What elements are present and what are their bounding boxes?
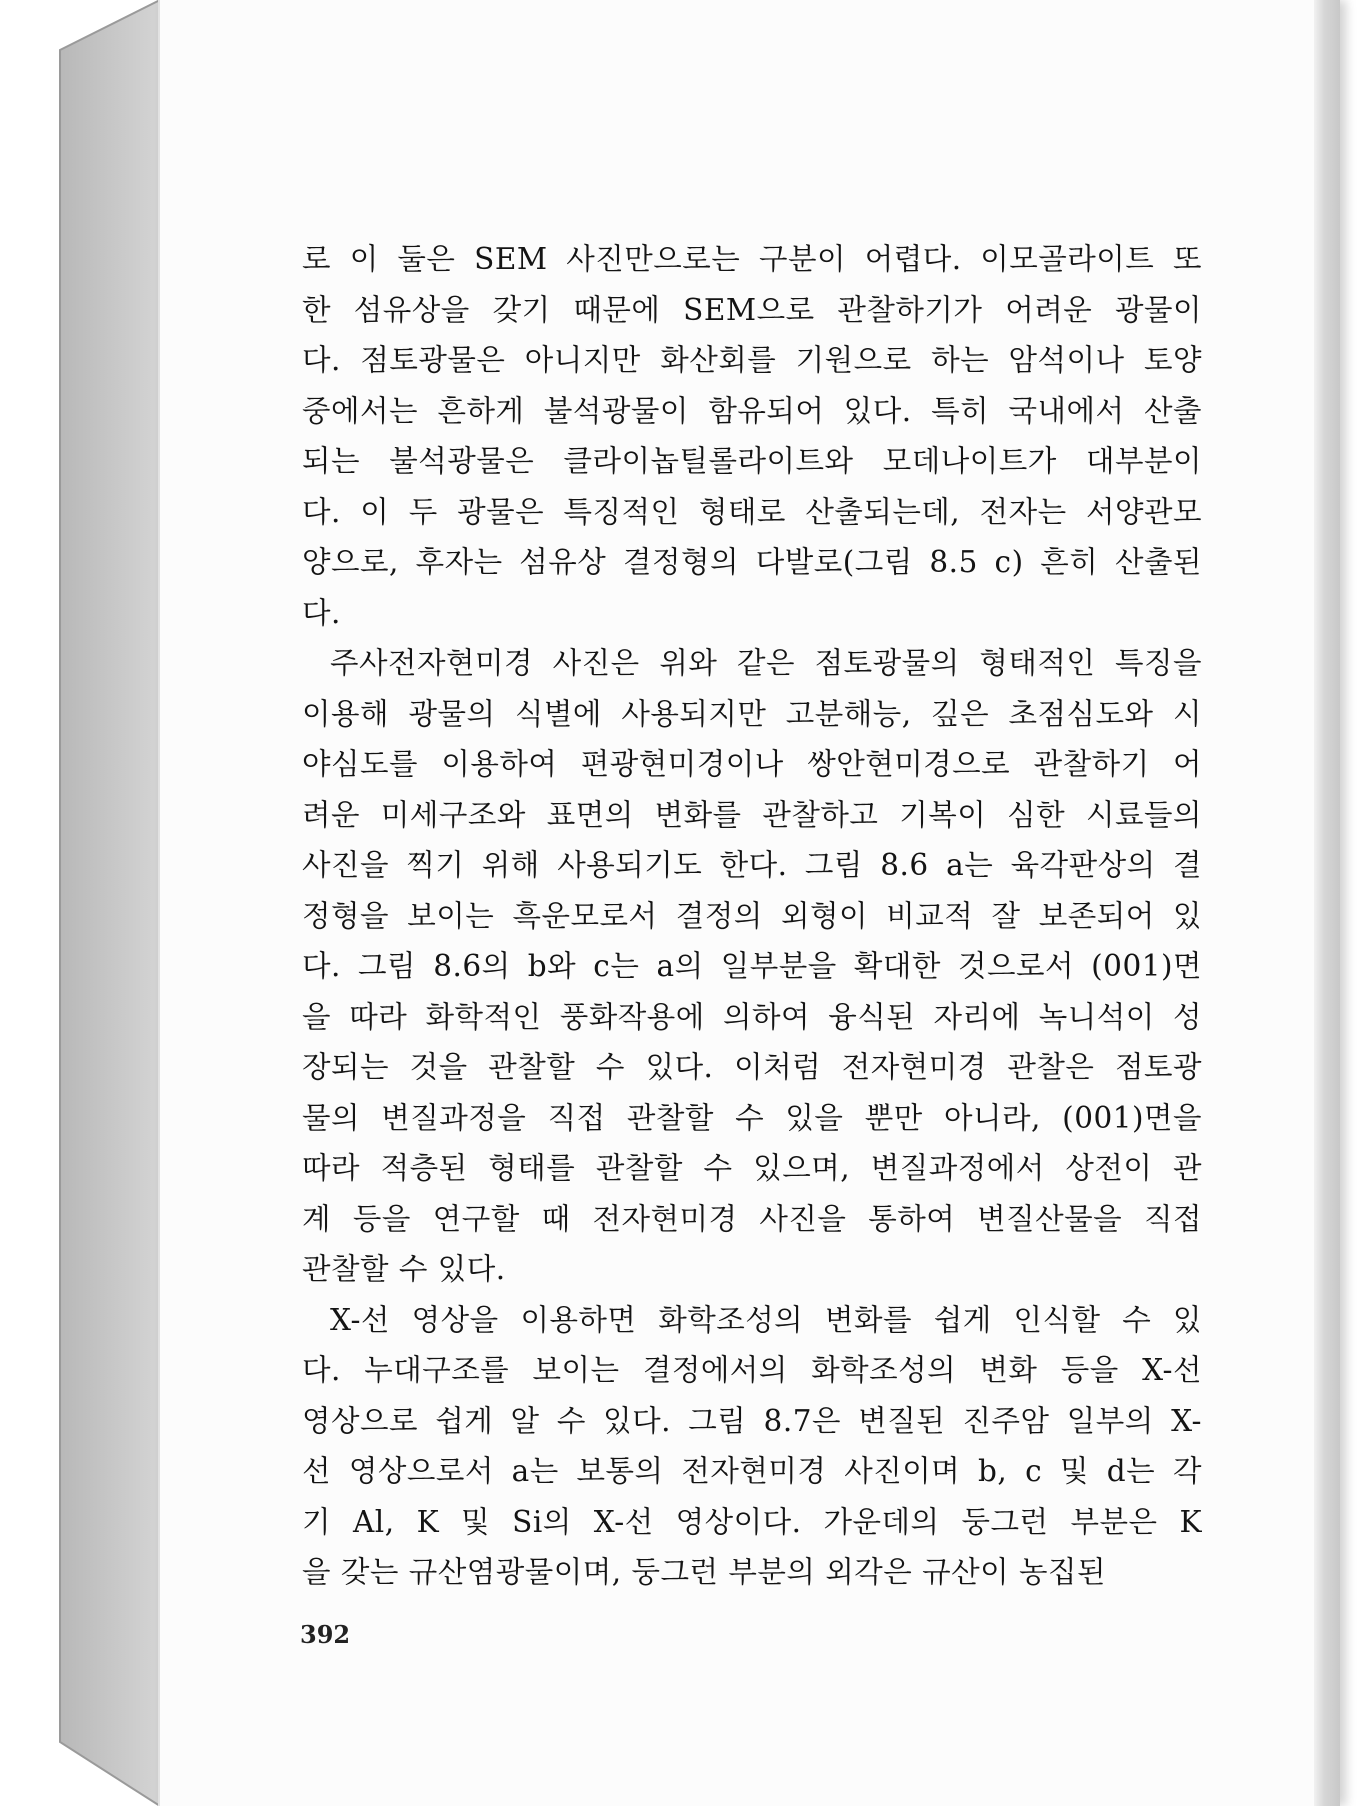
text-line: 다. 누대구조를 보이는 결정에서의 화학조성의 변화 등을 X-선 <box>302 1353 1202 1387</box>
paragraph <box>302 638 1202 1295</box>
text-line: 선 영상으로서 a는 보통의 전자현미경 사진이며 b, c 및 d는 각 <box>302 1454 1202 1488</box>
text-line: 장되는 것을 관찰할 수 있다. 이처럼 전자현미경 관찰은 점토광 <box>302 1050 1202 1084</box>
text-line: X-선 영상을 이용하면 화학조성의 변화를 쉽게 인식할 수 있 <box>330 1302 1202 1337</box>
text-line: 기 Al, K 및 Si의 X-선 영상이다. 가운데의 둥그런 부분은 K <box>302 1504 1202 1539</box>
text-line: 려운 미세구조와 표면의 변화를 관찰하고 기복이 심한 시료들의 <box>302 797 1202 832</box>
text-line: 다. <box>302 595 341 630</box>
text-line: 따라 적층된 형태를 관찰할 수 있으며, 변질과정에서 상전이 관 <box>302 1151 1202 1185</box>
text-line: 되는 불석광물은 클라이놉틸롤라이트와 모데나이트가 대부분이 <box>302 444 1202 478</box>
page-right-edge <box>1314 0 1340 1806</box>
text-line: 다. 그림 8.6의 b와 c는 a의 일부분을 확대한 것으로서 (001)면 <box>302 949 1202 983</box>
text-line: 로 이 둘은 SEM 사진만으로는 구분이 어렵다. 이모골라이트 또 <box>302 242 1202 276</box>
book-spine <box>0 0 170 1806</box>
text-line: 양으로, 후자는 섬유상 결정형의 다발로(그림 8.5 c) 흔히 산출된 <box>302 545 1202 579</box>
text-line: 물의 변질과정을 직접 관찰할 수 있을 뿐만 아니라, (001)면을 <box>302 1100 1202 1135</box>
text-line: 이용해 광물의 식별에 사용되지만 고분해능, 깊은 초점심도와 시 <box>302 696 1202 731</box>
paragraph <box>302 1295 1202 1598</box>
text-line: 다. 점토광물은 아니지만 화산회를 기원으로 하는 암석이나 토양 <box>302 343 1202 377</box>
text-line: 계 등을 연구할 때 전자현미경 사진을 통하여 변질산물을 직접 <box>302 1201 1202 1236</box>
paragraph <box>302 234 1202 638</box>
text-line: 을 따라 화학적인 풍화작용에 의하여 융식된 자리에 녹니석이 성 <box>302 999 1202 1034</box>
text-line: 영상으로 쉽게 알 수 있다. 그림 8.7은 변질된 진주암 일부의 X- <box>302 1403 1202 1438</box>
text-line: 주사전자현미경 사진은 위와 같은 점토광물의 형태적인 특징을 <box>330 646 1202 680</box>
text-line: 관찰할 수 있다. <box>302 1252 506 1286</box>
page-number: 392 <box>300 1620 351 1649</box>
book-page <box>158 0 1340 1806</box>
text-line: 정형을 보이는 흑운모로서 결정의 외형이 비교적 잘 보존되어 있 <box>302 898 1202 933</box>
text-line: 야심도를 이용하여 편광현미경이나 쌍안현미경으로 관찰하기 어 <box>302 747 1202 781</box>
text-line: 을 갖는 규산염광물이며, 둥그런 부분의 외각은 규산이 농집된 <box>302 1555 1106 1589</box>
text-line: 다. 이 두 광물은 특징적인 형태로 산출되는데, 전자는 서양관모 <box>302 494 1202 529</box>
text-line: 사진을 찍기 위해 사용되기도 한다. 그림 8.6 a는 육각판상의 결 <box>302 848 1202 882</box>
text-line: 중에서는 흔하게 불석광물이 함유되어 있다. 특히 국내에서 산출 <box>302 393 1202 428</box>
text-line: 한 섬유상을 갖기 때문에 SEM으로 관찰하기가 어려운 광물이 <box>302 292 1202 327</box>
body-text <box>302 234 1202 1598</box>
